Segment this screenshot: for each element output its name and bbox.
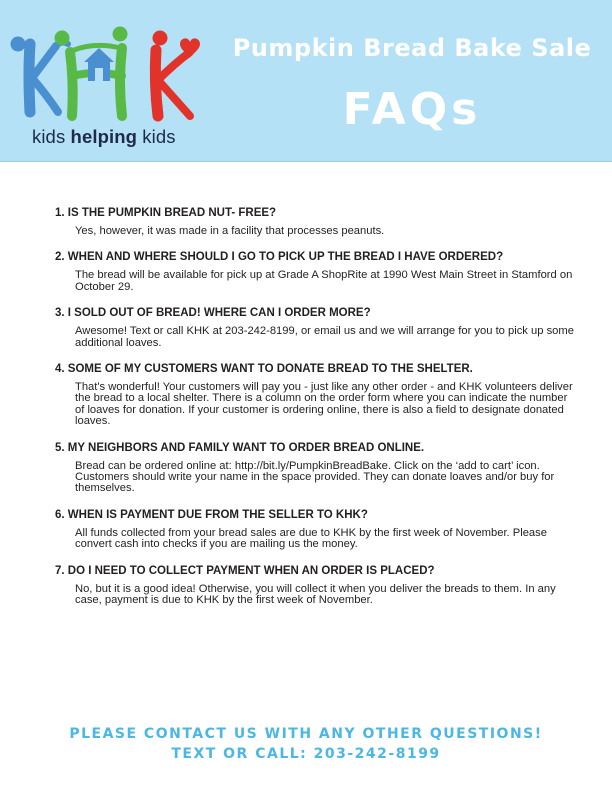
- faq-list: [55, 207, 575, 621]
- faq-question: 6. WHEN IS PAYMENT DUE FROM THE SELLER TO KHK?: [55, 508, 368, 521]
- page-title: Pumpkin Bread Bake Sale: [232, 34, 592, 62]
- contact-line-2: TEXT OR CALL: 203-242-8199: [171, 746, 441, 762]
- faq-answer: That's wonderful! Your customers will pay you - just like any other order - and KHK volunteers deliver the bread to a local shelter. There is a column on the order form where you can indicate the number of loaves for donation. If your customer is ordering online, there is also a field to designate donated loaves.: [75, 381, 573, 428]
- logo-tagline: kids helping kids: [32, 126, 176, 147]
- page-subtitle: FAQs: [342, 84, 482, 135]
- faq-question: 7. DO I NEED TO COLLECT PAYMENT WHEN AN ORDER IS PLACED?: [55, 564, 435, 577]
- house-icon: [84, 48, 114, 81]
- middle-right-figure-head: [113, 27, 127, 41]
- faq-question: 5. MY NEIGHBORS AND FAMILY WANT TO ORDER BREAD ONLINE.: [55, 441, 425, 454]
- khk-logo: [4, 4, 208, 154]
- faq-item: [55, 251, 575, 293]
- faq-answer: Bread can be ordered online at: http://bit.ly/PumpkinBreadBake. Click on the ‘add to cart’ icon. Customers should write your name in the space provided. They can donate loaves and/or buy for themselves.: [75, 459, 555, 495]
- header-banner: [0, 0, 612, 162]
- faq-answer: Yes, however, it was made in a facility that processes peanuts.: [75, 225, 385, 237]
- khk-figures-graphic: [4, 4, 208, 129]
- faq-answer: All funds collected from your bread sales are due to KHK by the first week of November. Please convert cash into checks if you are mailing us the money.: [75, 526, 547, 551]
- contact-footer: [0, 724, 612, 764]
- left-figure-head: [11, 37, 25, 51]
- faq-question: 2. WHEN AND WHERE SHOULD I GO TO PICK UP THE BREAD I HAVE ORDERED?: [55, 251, 504, 264]
- faq-item: [55, 565, 575, 607]
- faq-answer: Awesome! Text or call KHK at 203-242-8199, or email us and we will arrange for you to pick up some additional loaves.: [75, 325, 574, 349]
- faq-item: [55, 363, 575, 428]
- faq-item: [55, 509, 575, 551]
- right-figure-head: [153, 31, 167, 45]
- faq-answer: No, but it is a good idea! Otherwise, you will collect it when you deliver the breads to them. In any case, payment is due to KHK by the first week of November.: [75, 582, 556, 607]
- faq-item: [55, 442, 575, 495]
- faq-question: 3. I SOLD OUT OF BREAD! WHERE CAN I ORDER MORE?: [55, 307, 371, 320]
- faq-question: 4. SOME OF MY CUSTOMERS WANT TO DONATE BREAD TO THE SHELTER.: [55, 363, 473, 376]
- contact-line-1: PLEASE CONTACT US WITH ANY OTHER QUESTIONS!: [69, 726, 543, 742]
- middle-left-figure-head: [55, 31, 69, 45]
- faq-item: [55, 307, 575, 349]
- faq-question: 1. IS THE PUMPKIN BREAD NUT- FREE?: [55, 207, 277, 219]
- faq-answer: The bread will be available for pick up at Grade A ShopRite at 1990 West Main Street in Stamford on October 29.: [75, 269, 573, 293]
- faq-item: [55, 207, 575, 237]
